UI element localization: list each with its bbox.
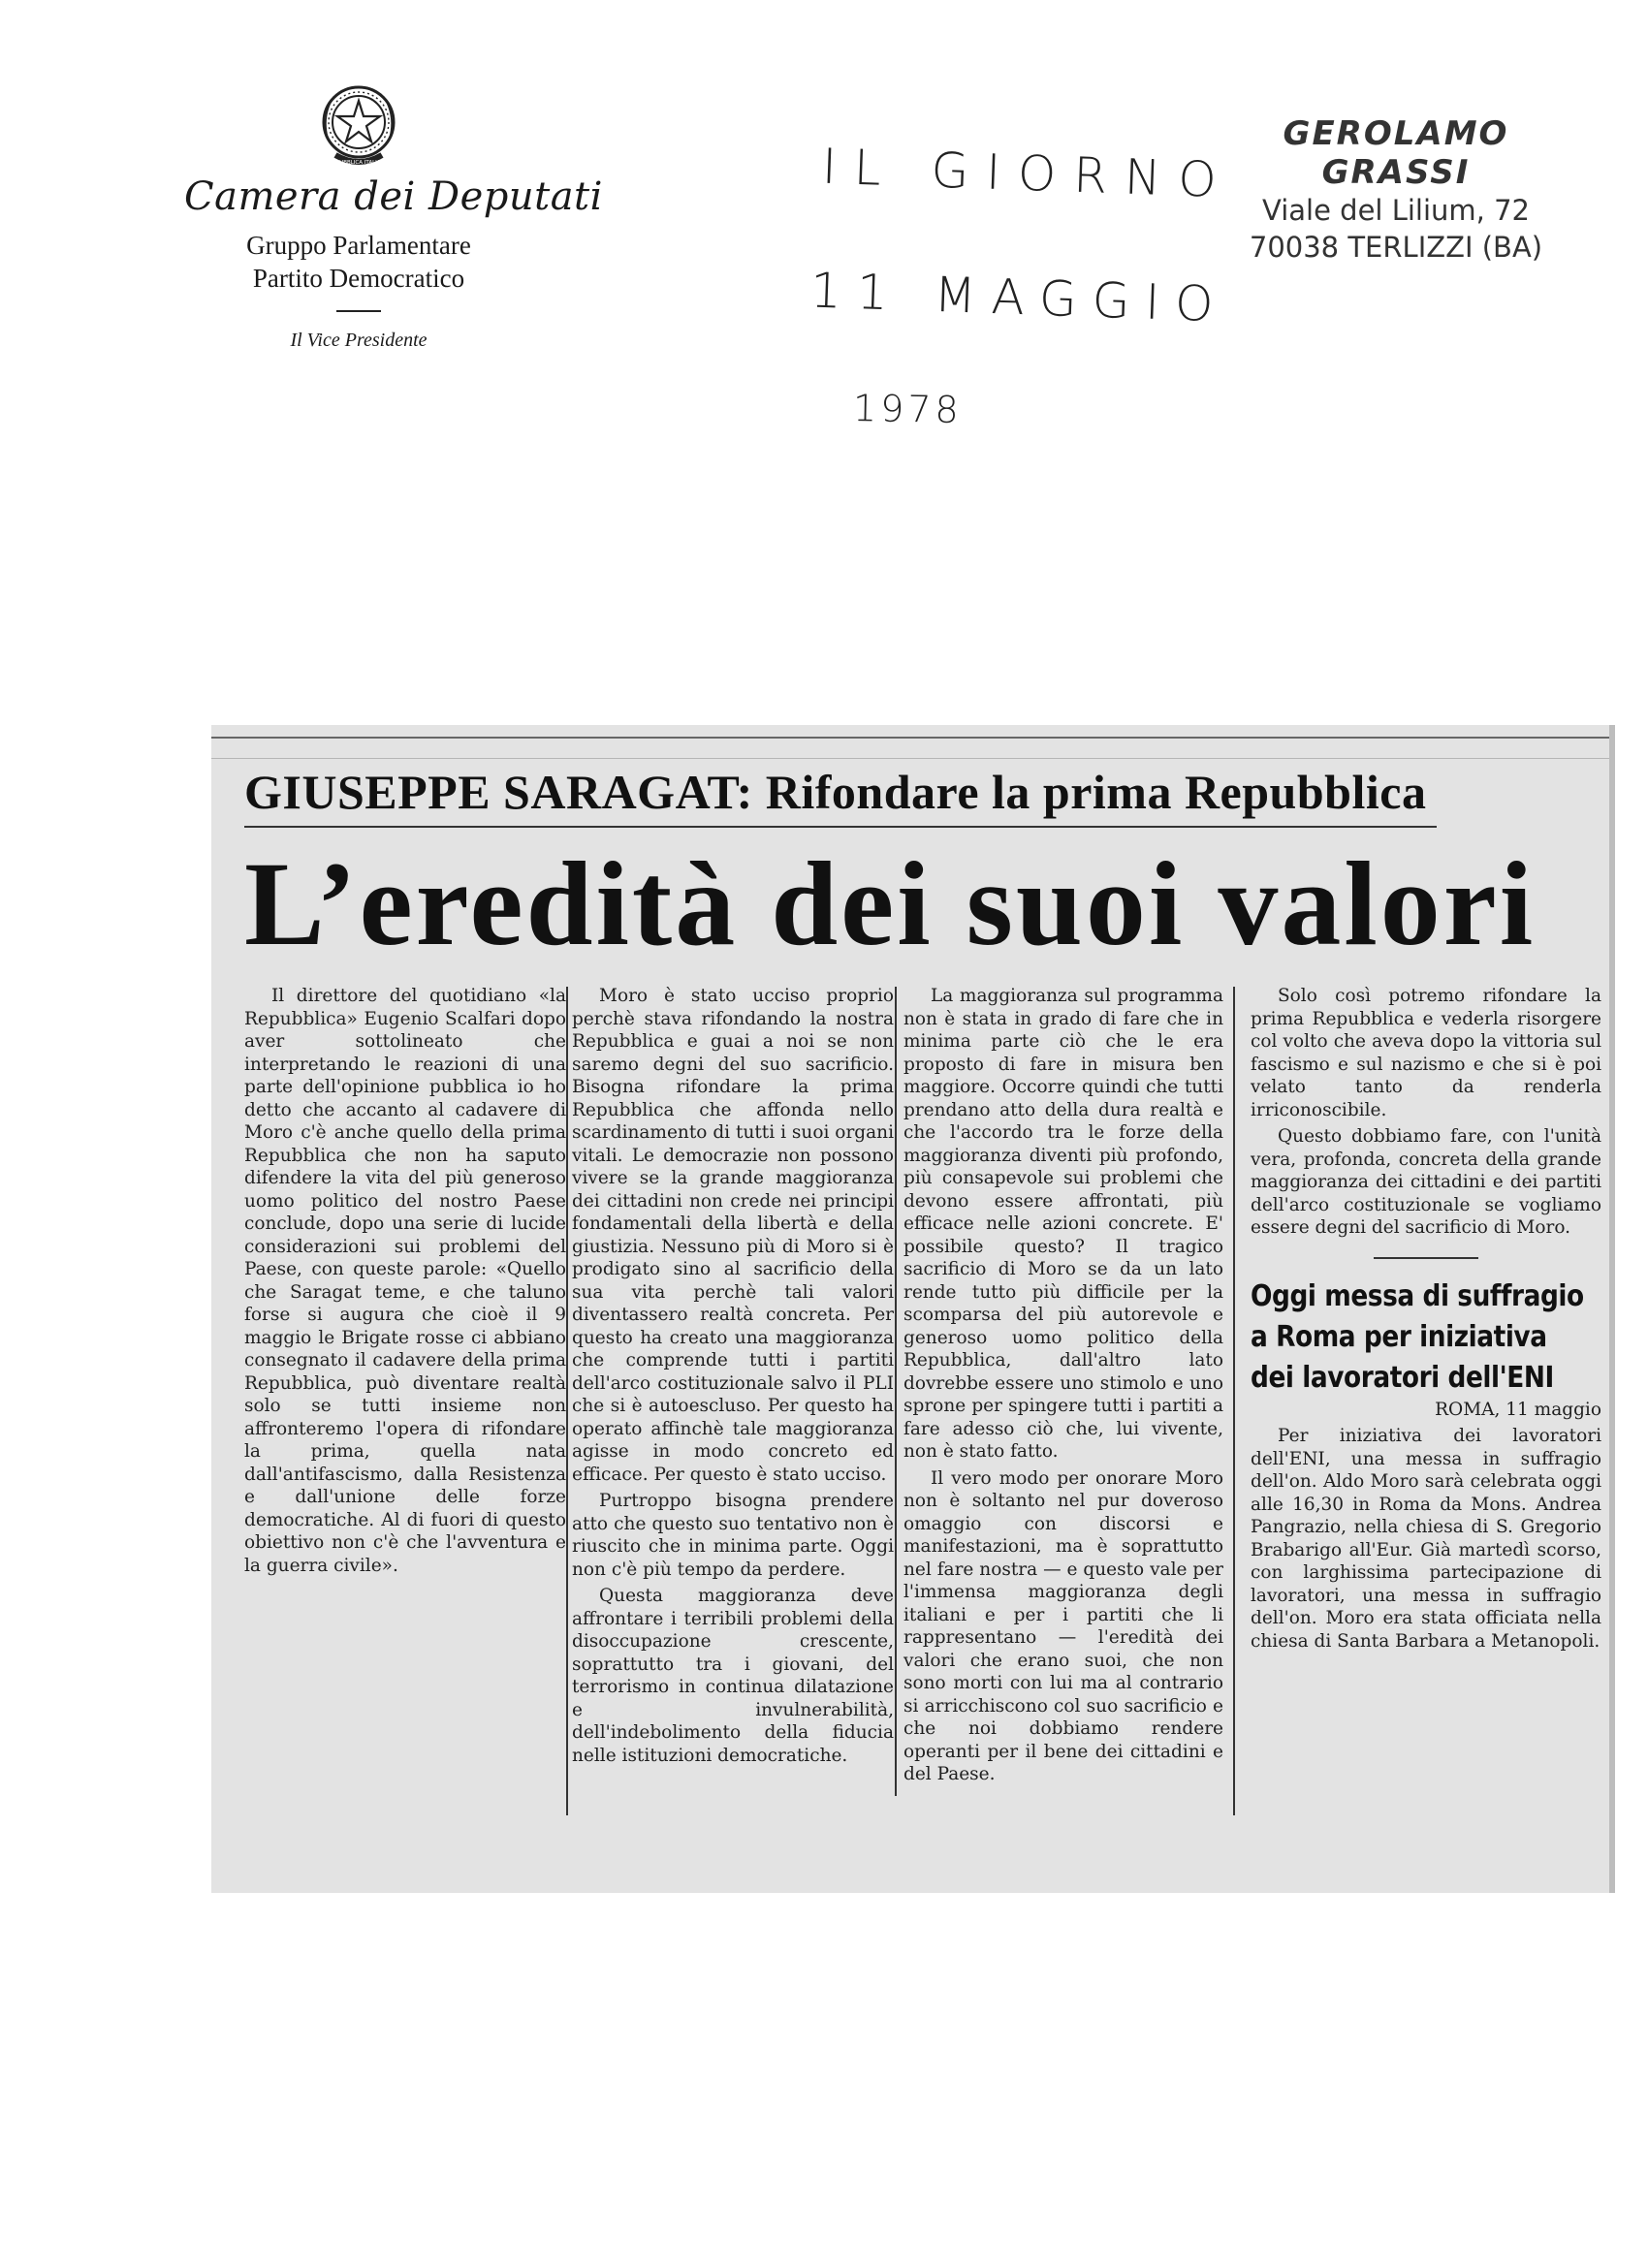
article-paragraph: Questo dobbiamo fare, con l'unità vera, profonda, concreta della grande maggioranza dei cittadini e dei partiti dell'arco costituzionale se vogliamo essere degni del sacrificio di Moro.: [1251, 1126, 1601, 1238]
emblem-banner-text: REPUBBLICA ITALIANA: [329, 160, 389, 166]
article-paragraph: La maggioranza sul programma non è stata in grado di fare che in minima parte ciò che le era proposto di fare in misura ben maggiore. Occorre quindi che tutti prendano atto della dura realtà e che l'accordo tra le forze della maggioranza diventi più profondo, più consapevole sui problemi che devono essere affrontati, più efficace nelle azioni concrete. E' possibile questo? Il tragico sacrificio di Moro se da un lato rende tutto più difficile per la scomparsa del più autorevole e generoso uomo politico della Repubblica, dall'altro lato dovrebbe essere uno stimolo e uno sprone per spingere tutti i partiti a fare adesso ciò che, lui vivente, non è stato fatto.: [903, 986, 1223, 1462]
letterhead-divider: [336, 310, 381, 312]
clipping-edge: [1609, 725, 1615, 1893]
parliamentary-group: Gruppo Parlamentare: [246, 231, 471, 260]
clipping-top-rule: [211, 737, 1615, 739]
article-headline: L’eredità dei suoi valori: [244, 837, 1537, 970]
column-rule: [566, 987, 568, 1815]
article-paragraph: Questa maggioranza deve affrontare i terribili problemi della disoccupazione crescente, soprattutto tra i giovani, del terrorismo in continua dilatazione e invulnerabilità, dell'indebolimento della fiducia nelle istituzioni democratiche.: [572, 1586, 894, 1766]
article-paragraph: Il vero modo per onorare Moro non è soltanto nel pur doveroso omaggio con discorsi e manifestazioni, ma è soprattutto nel fare nostra — e questo vale per l'immensa maggioranza degli italiani e per i partiti che li rappresentano — l'eredità dei valori che erano suoi, che non sono morti con lui ma al contrario si arricchiscono col suo sacrificio e che noi dobbiamo rendere operanti per il bene dei cittadini e del Paese.: [903, 1467, 1223, 1784]
article-paragraph: Solo così potremo rifondare la prima Repubblica e vederla risorgere col volto che aveva dopo la vittoria sul fascismo e sul nazismo e che si è poi velato tanto da renderla irriconoscibile.: [1251, 986, 1601, 1120]
article-kicker: GIUSEPPE SARAGAT: Rifondare la prima Repubblica: [244, 764, 1437, 828]
letterhead: [184, 78, 603, 352]
column-rule: [895, 987, 897, 1796]
article-paragraph: Moro è stato ucciso proprio perchè stava rifondando la nostra Repubblica e guai a noi se non saremo degni del suo sacrificio. Bisogna rifondare la prima Repubblica che affonda nello scardinamento di tutti i suoi organi vitali. Le democrazie non possono vivere se la grande maggioranza dei cittadini non crede nei principi fondamentali della libertà e della giustizia. Nessuno più di Moro si è prodigato sino al sacrificio della sua vita perchè tali valori diventassero realtà concreta. Per questo ha creato una maggioranza che comprende tutti i partiti dell'arco costituzionale salvo il PLI che si è autoescluso. Per questo ha operato affinchè tale maggioranza agisse in modo concreto ed efficace. Per questo è stato ucciso.: [572, 986, 894, 1485]
news-brief-title-line: Oggi messa di suffragio: [1251, 1278, 1584, 1313]
column-rule: [1233, 987, 1235, 1815]
clipping-bleed-through: [211, 725, 1615, 759]
article-paragraph: Il direttore del quotidiano «la Repubblica» Eugenio Scalfari dopo aver sottolineato che interpretando le reazioni di una parte dell'opinione pubblica io ho detto che accanto al cadavere di Moro c'è anche quello della prima Repubblica che non ha saputo difendere la vita del più generoso uomo politico del nostro Paese conclude, dopo una serie di lucide considerazioni sui problemi del Paese, con queste parole: «Quello che Saragat teme, e che taluno forse si augura che cioè il 9 maggio le Brigate rosse ci abbiano consegnato il cadavere della prima Repubblica, può diventare realtà solo se tutti insieme non affronteremo l'opera di rifondare la prima, quella nata dall'antifascismo, dalla Resistenza e dall'unione delle forze democratiche. Al di fuori di questo obiettivo non c'è che l'avventura e la guerra civile».: [244, 986, 566, 1576]
article-column-1: [244, 985, 566, 1581]
article-column-4: [1251, 985, 1601, 1653]
handwritten-year: 1978: [852, 387, 964, 431]
newspaper-clipping: [211, 725, 1615, 1893]
chamber-name: Camera dei Deputati: [184, 174, 603, 219]
news-brief-divider: [1374, 1257, 1478, 1259]
stamp-city: 70038 TERLIZZI (BA): [1249, 231, 1543, 264]
address-stamp: [1212, 114, 1580, 266]
article-column-3: [903, 985, 1223, 1790]
italian-republic-emblem-icon: [314, 78, 403, 174]
article-column-2: [572, 985, 894, 1771]
role-title: Il Vice Presidente: [290, 330, 428, 351]
stamp-address: Viale del Lilium, 72: [1262, 194, 1530, 227]
article-paragraph: Purtroppo bisogna prendere atto che questo suo tentativo non è riuscito che in minima parte. Oggi non c'è più tempo da perdere.: [572, 1491, 894, 1580]
news-brief-body: Per iniziativa dei lavoratori dell'ENI, una messa in suffragio dell'on. Aldo Moro sarà celebrata oggi alle 16,30 in Roma da Mons. Andrea Pangrazio, nella chiesa di S. Gregorio Brabarigo all'Eur. Già martedì scorso, con larghissima partecipazione di lavoratori, una messa in suffragio dell'on. Moro era stata officiata nella chiesa di Santa Barbara a Metanopoli.: [1251, 1426, 1601, 1652]
party-name: Partito Democratico: [252, 264, 465, 293]
news-brief-dateline: ROMA, 11 maggio: [1435, 1399, 1601, 1420]
stamp-name: GEROLAMO GRASSI: [1283, 114, 1509, 192]
handwritten-newspaper-name: IL GIORNO: [821, 138, 1235, 209]
news-brief-title-line: a Roma per iniziativa: [1251, 1319, 1547, 1354]
handwritten-date: 11 MAGGIO: [809, 262, 1230, 333]
news-brief-title-line: dei lavoratori dell'ENI: [1251, 1360, 1554, 1395]
